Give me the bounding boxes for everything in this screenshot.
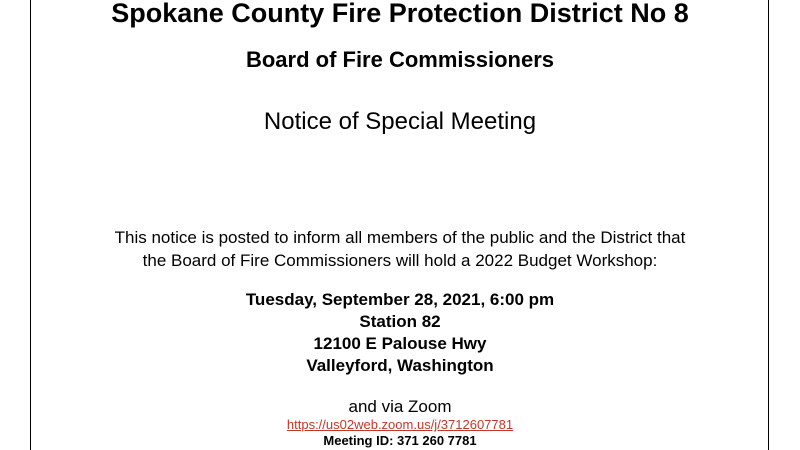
zoom-link-line (0, 416, 800, 433)
board-subtitle: Board of Fire Commissioners (245, 47, 555, 72)
meeting-location: Station 82 (359, 312, 441, 331)
notice-heading: Notice of Special Meeting (263, 108, 537, 135)
meeting-address: 12100 E Palouse Hwy (313, 334, 487, 353)
zoom-meeting-id: Meeting ID: 371 260 7781 (323, 433, 477, 448)
district-title: Spokane County Fire Protection District No 8 (111, 0, 689, 28)
notice-body-line-1: This notice is posted to inform all members of the public and the District that (114, 228, 686, 247)
meeting-city: Valleyford, Washington (306, 356, 494, 375)
zoom-intro: and via Zoom (348, 397, 452, 416)
notice-body-line-2: the Board of Fire Commissioners will hold a 2022 Budget Workshop: (142, 251, 658, 270)
zoom-link[interactable]: https://us02web.zoom.us/j/3712607781 (286, 417, 514, 432)
meeting-datetime: Tuesday, September 28, 2021, 6:00 pm (245, 290, 555, 309)
